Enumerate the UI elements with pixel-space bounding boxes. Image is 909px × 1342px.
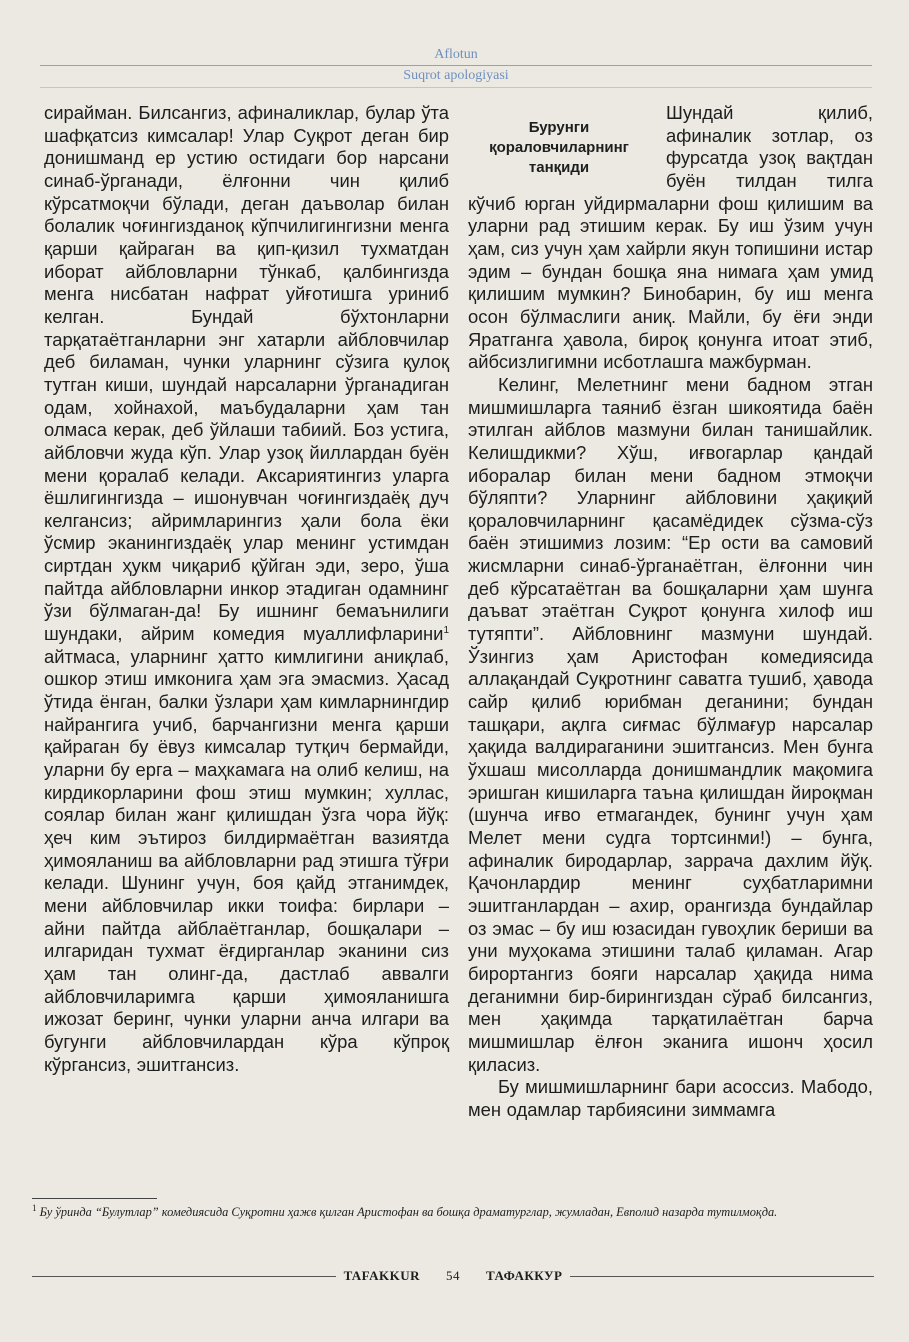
right-column xyxy=(468,102,873,1122)
right-paragraph-1: Шундай қилиб, афиналик зотлар, оз фурсатда узоқ вақтдан буён тилдан тилга кўчиб юрган уйдирмаларни фош қилишим ва уларни рад этишим керак. Бу иш ўзим учун ҳам, сиз учун ҳам хайрли якун топишини истар эдим – бундан бошқа яна нимага ҳам умид қилишим мумкин? Бинобарин, бу иш менга осон бўлмаслиги аниқ. Майли, бу ёғи энди Яратганга ҳавола, бироқ қонунга итоат этиб, айбсизлигимни исботлашга мажбурман. xyxy=(468,102,873,373)
right-paragraph-2: Келинг, Мелетнинг мени бадном этган мишмишларга таяниб ёзган шикоятида баён этилган айблов мазмуни билан танишайлик. Келишдикми? Хўш, иғвогарлар қандай иборалар билан мени бадном этмоқчи бўляпти? Уларнинг айбловини ҳақиқий қораловчиларнинг қасамёдидек сўзма-сўз баён этишимиз лозим: “Ер ости ва самовий жисмларни синаб-ўрганаётган, ёлғонни чин деб кўрсатаётган ва бошқаларни ҳам шунга даъват этаётган Суқрот қонунга хилоф иш тутяпти”. Айбловнинг мазмуни шундай. Ўзингиз ҳам Аристофан комедиясида аллақандай Суқротнинг саватга тушиб, ҳавода сайр қилиб юрибман деганини; бундан ташқари, ақлга сиғмас бўлмағур нарсалар ҳақида валдираганини эшитгансиз. Мен бунга ўхшаш мисолларда донишмандлик мақомига эришган кишиларга таъна қилишдан йироқман (шунча иғво етмагандек, бунинг учун ҳам Мелет мени судга тортсинми!) – бунга, афиналик биродарлар, заррача дахлим йўқ. Қачонлардир менинг суҳбатларимни эшитганлардан – ахир, орангизда бундайлар оз эмас – бу иш юзасидан гувоҳлик бериши ва уни муҳокама этишини талаб қиламан. Агар бирортангиз бояги нарсалар ҳақида нима деганимни бир-бирингиздан сўраб билсангиз, мен ҳақимда тарқатилаётган барча мишмишлар ёлғон эканига ишонч ҳосил қиласиз. xyxy=(468,373,873,1075)
header-work-title: Suqrot apologiyasi xyxy=(403,68,509,83)
right-paragraph-3: Бу мишмишларнинг бари асоссиз. Мабодо, мен одамлар тарбиясини зиммамга xyxy=(468,1076,873,1120)
footnote-number: 1 xyxy=(32,1202,37,1213)
footnote-reference[interactable]: 1 xyxy=(443,624,449,636)
header-author: Aflotun xyxy=(434,47,478,62)
section-subheading: Бурунги қораловчиларнинг танқиди xyxy=(489,119,629,176)
footer-rule-left xyxy=(32,1276,336,1277)
left-paragraph xyxy=(44,102,449,1076)
page-footer xyxy=(32,1266,874,1286)
footnote-text: Бу ўринда “Булутлар” комедиясида Суқротни ҳажв қилган Аристофан ва бошқа драматурглар, жумладан, Евполид назарда тутилмоқда. xyxy=(36,1205,778,1219)
header-rule-bottom xyxy=(40,87,872,88)
footnote-divider xyxy=(32,1198,157,1199)
running-header xyxy=(40,46,872,88)
left-text-b: айтмаса, уларнинг ҳатто кимлигини аниқлаб, ошкор этиш имконига ҳам эга эмасмиз. Ҳасад ўтида ёнган, балки ўзлари ҳам кимларнингдир найрангига учиб, барчангизни менга қарши қайраган бу ёвуз кимсалар тутқич бермайди, уларни бу ерга – маҳкамага на олиб келиш, на кирдикорларини фош этиш мумкин; хуллас, соялар билан жанг қилишдан ўзга чора йўқ: ҳеч ким эътироз билдирмаётган вазиятда ҳимояланиш ва айбловларни рад этишга тўғри келади. Шунинг учун, боя қайд этганимдек, мени айбловчилар икки тоифа: бирлари – айни пайтда айблаётганлар, бошқалари – илгаридан тухмат ёғдирганлар эканини сиз ҳам тан олинг-да, дастлаб аввалги айбловчиларимга қарши ҳимояланишга ижозат беринг, чунки уларни анча илгари ва бугунги айбловчилардан кўра кўпроқ кўргансиз, эшитгансиз. xyxy=(44,645,449,1075)
footer-journal-cyrillic: ТАФАККУР xyxy=(486,1268,563,1283)
footer-rule-right xyxy=(570,1276,874,1277)
footer-journal-latin: TAFAKKUR xyxy=(343,1268,421,1283)
footnote xyxy=(32,1204,874,1221)
left-column xyxy=(44,102,449,1076)
page-number: 54 xyxy=(446,1268,461,1283)
left-text-a: сирайман. Билсангиз, афиналиклар, булар ўта шафқатсиз кимсалар! Улар Суқрот деган бир донишманд ер устию остидаги бор нарсани синаб-ўрганади, ёлғонни чин қилиб кўрсатмоқчи бўлади, деган даъволар билан болалик чоғингизданоқ кўпчилигингизни менга қарши қайраган ва қип-қизил тухматдан иборат айбловларни тўнкаб, қалбингизда менга нисбатан нафрат уйғотишга уриниб келган. Бундай бўхтонларни тарқатаётганларни энг хатарли айбловчилар деб биламан, чунки уларнинг сўзига қулоқ тутган киши, шундай нарсаларни ўрганадиган одам, хойнахой, маъбудаларни ҳам тан олмаса керак, деб ўйлаши табиий. Боз устига, айбловчи жуда кўп. Улар узоқ йиллардан буён мени қоралаб келади. Аксариятингиз уларга ёшлигингизда – ишонувчан чоғингиздаёқ дуч келгансиз; айримларингиз ҳали бола ёки ўсмир эканингиздаёқ улар менинг устимдан сиртдан ҳукм чиқариб қўйган эди, зеро, ўша пайтда айбловларни инкор этадиган одамнинг ўзи бўлмаган-да! Бу ишнинг бемаънилиги шундаки, айрим комедия муаллифларини xyxy=(44,102,449,645)
